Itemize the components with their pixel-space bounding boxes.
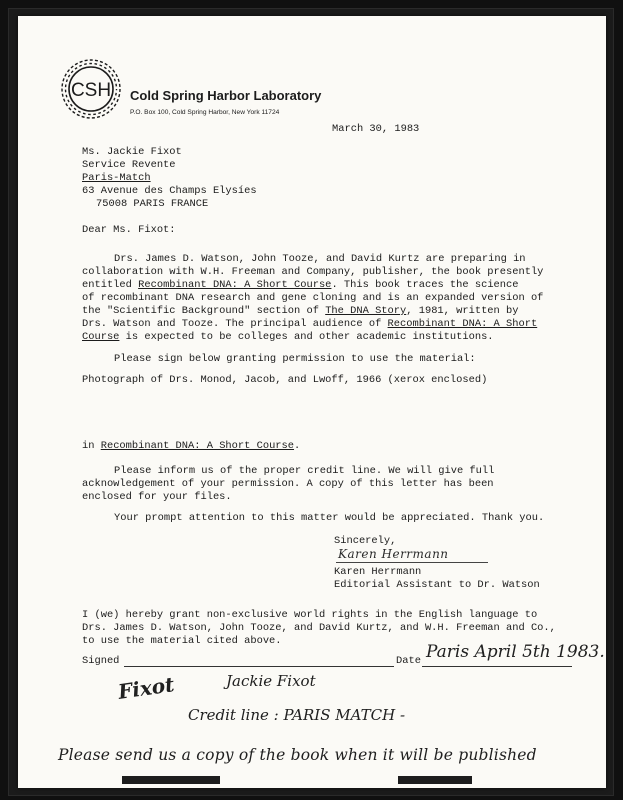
signed-label: Signed (82, 655, 120, 667)
letter-page (18, 16, 606, 788)
para1-line: entitled Recombinant DNA: A Short Course. This book traces the science (82, 279, 519, 291)
para1-line: Drs. James D. Watson, John Tooze, and David Kurtz are preparing in (114, 253, 526, 265)
grant-line: Drs. James D. Watson, John Tooze, and David Kurtz, and W.H. Freeman and Co., (82, 622, 556, 634)
closing-title: Editorial Assistant to Dr. Watson (334, 579, 540, 591)
handwritten-credit-line: Credit line : PARIS MATCH - (188, 706, 406, 724)
recipient-name: Ms. Jackie Fixot (82, 146, 182, 158)
recipient-dept: Service Revente (82, 159, 176, 171)
letter-date: March 30, 1983 (332, 123, 420, 135)
para3-line: acknowledgement of your permission. A copy of this letter has been (82, 478, 494, 490)
material-line: Photograph of Drs. Monod, Jacob, and Lwoff, 1966 (xerox enclosed) (82, 374, 488, 386)
para3-line: enclosed for your files. (82, 491, 232, 503)
para1-line: the "Scientific Background" section of The DNA Story, 1981, written by (82, 305, 519, 317)
para1-line: Drs. Watson and Tooze. The principal audience of Recombinant DNA: A Short (82, 318, 538, 330)
date-line (422, 666, 572, 667)
recipient-street: 63 Avenue des Champs Elysíes (82, 185, 257, 197)
para1-line: Course is expected to be colleges and other academic institutions. (82, 331, 494, 343)
org-address: P.O. Box 100, Cold Spring Harbor, New York 11724 (130, 109, 280, 116)
fixot-signature: Fixot (116, 672, 176, 704)
para3-line: Please inform us of the proper credit line. We will give full (114, 465, 495, 477)
csh-logo-icon (58, 56, 124, 122)
karen-signature: Karen Herrmann (338, 547, 449, 561)
handwritten-date: Paris April 5th 1983. (426, 642, 605, 662)
para2: Please sign below granting permission to use the material: (114, 353, 476, 365)
recipient-city: 75008 PARIS FRANCE (96, 198, 209, 210)
logo-text: CSH (70, 80, 112, 101)
grant-line: I (we) hereby grant non-exclusive world rights in the English language to (82, 609, 538, 621)
in-line: in Recombinant DNA: A Short Course. (82, 440, 301, 452)
scan-clip-mark (122, 776, 220, 784)
org-name: Cold Spring Harbor Laboratory (130, 88, 322, 103)
para1-line: collaboration with W.H. Freeman and Company, publisher, the book presently (82, 266, 544, 278)
handwritten-name: Jackie Fixot (226, 672, 316, 690)
handwritten-request: Please send us a copy of the book when it will be published (58, 746, 537, 764)
closing-name: Karen Herrmann (334, 566, 422, 578)
book-title: Recombinant DNA: A Short Course (138, 279, 332, 291)
para1-line: of recombinant DNA research and gene cloning and is an expanded version of (82, 292, 544, 304)
para4: Your prompt attention to this matter would be appreciated. Thank you. (114, 512, 545, 524)
grant-line: to use the material cited above. (82, 635, 282, 647)
scan-clip-mark (398, 776, 472, 784)
signature-line (124, 666, 394, 667)
closing-sincerely: Sincerely, (334, 535, 397, 547)
recipient-org: Paris-Match (82, 172, 151, 184)
date-label: Date (396, 655, 421, 667)
salutation: Dear Ms. Fixot: (82, 224, 176, 236)
dna-story-title: The DNA Story (325, 305, 407, 317)
